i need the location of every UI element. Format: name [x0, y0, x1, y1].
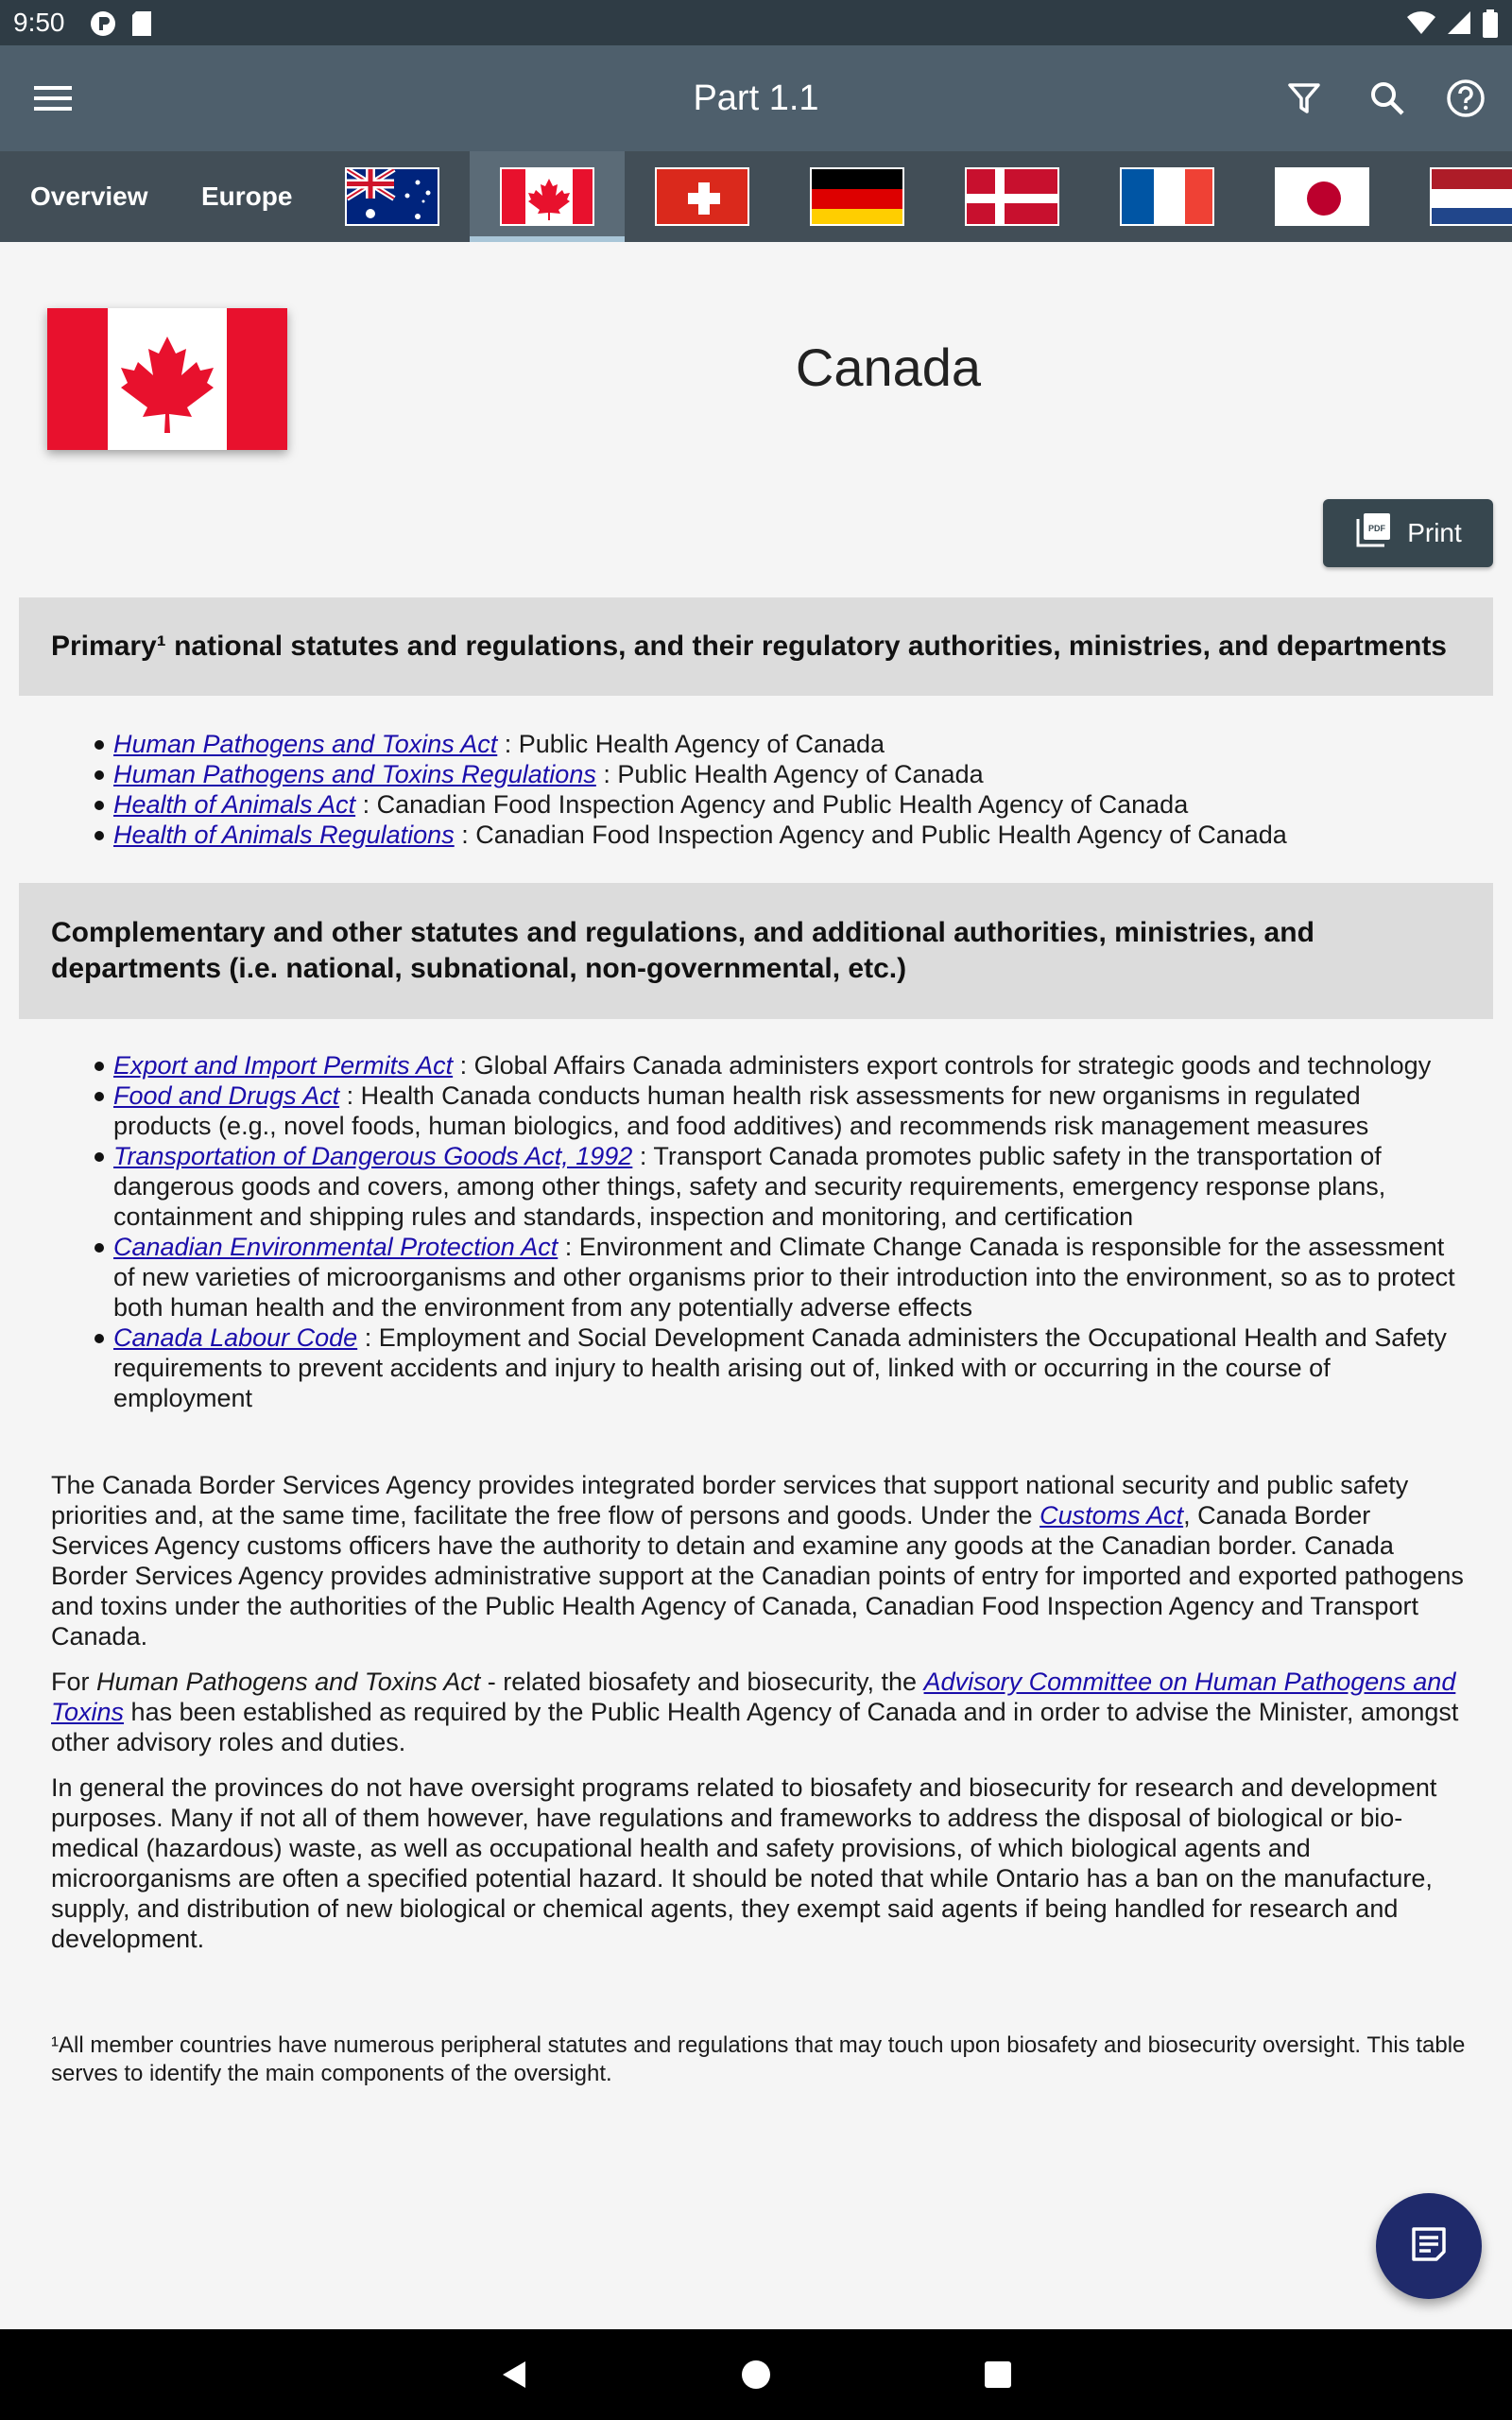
provinces-paragraph: In general the provinces do not have oversight programs related to biosafety and biosecurity for research and development purposes. Many if not all of them however, have regulations and frameworks to address the disposal of biological or bio-medical (hazardous) waste, as well as occupational health and safety provisions, of which biological agents and microorganisms are often a specified potential hazard. It should be noted that while Ontario has a ban on the manufacture, supply, and distribution of new biological or chemical agents, they exempt said agents if being handled for research and development.: [51, 1773, 1437, 1953]
japan-flag-icon: [1275, 167, 1369, 226]
notes-fab-button[interactable]: [1376, 2193, 1482, 2299]
page-title: Part 1.1: [693, 78, 819, 118]
statute-link[interactable]: Health of Animals Act: [113, 790, 356, 819]
authority-text: : Canadian Food Inspection Agency and Public Health Agency of Canada: [454, 821, 1287, 849]
statute-link[interactable]: Human Pathogens and Toxins Regulations: [113, 760, 596, 788]
authority-text: : Global Affairs Canada administers export controls for strategic goods and technology: [453, 1051, 1432, 1080]
list-item: [113, 1050, 1465, 1080]
search-icon[interactable]: [1363, 74, 1412, 123]
authority-text: : Employment and Social Development Canada administers the Occupational Health and Safety requirements to prevent accidents and injury to health arising out of, linked with or occurring in the course of employment: [113, 1323, 1447, 1412]
list-item: [113, 729, 1465, 759]
statute-link[interactable]: Export and Import Permits Act: [113, 1051, 454, 1080]
germany-flag-icon: [810, 167, 904, 226]
help-icon[interactable]: [1441, 74, 1490, 123]
customs-act-link[interactable]: Customs Act: [1040, 1501, 1184, 1530]
authority-text: : Environment and Climate Change Canada is responsible for the assessment of new varieties of microorganisms and other organisms prior to their introduction into the environment, so as to protect both human health and the environment from any potentially adverse effects: [113, 1233, 1455, 1322]
app-bar: [0, 45, 1512, 151]
netherlands-flag-icon: [1430, 167, 1512, 226]
status-bar: [0, 0, 1512, 45]
paragraph-text: The Canada Border Services Agency provides integrated border services that support national security and public safety priorities and, at the same time, facilitate the free flow of persons and goods. Under the: [51, 1471, 1409, 1530]
australia-flag-icon: [345, 167, 439, 226]
paragraph-text: For: [51, 1668, 97, 1696]
filter-icon[interactable]: [1280, 74, 1329, 123]
statute-link[interactable]: Canada Labour Code: [113, 1323, 358, 1352]
denmark-flag-icon: [965, 167, 1059, 226]
advisory-committee-paragraph: [51, 1667, 1469, 1757]
battery-icon: [1482, 9, 1499, 43]
content-area[interactable]: [0, 242, 1512, 2329]
sd-card-icon: [130, 9, 153, 43]
france-flag-icon: [1120, 167, 1214, 226]
authority-text: : Public Health Agency of Canada: [497, 730, 885, 758]
statute-link[interactable]: Transportation of Dangerous Goods Act, 1992: [113, 1142, 633, 1170]
print-button-label: Print: [1407, 518, 1462, 547]
tab-netherlands[interactable]: [1400, 151, 1512, 242]
back-icon[interactable]: [491, 2352, 537, 2397]
paragraph-text: - related biosafety and biosecurity, the: [480, 1668, 924, 1696]
list-item: [113, 1141, 1465, 1232]
signal-icon: [1446, 9, 1472, 43]
tab-overview[interactable]: Overview: [30, 182, 148, 211]
svg-text:PDF: PDF: [1368, 523, 1386, 533]
authority-text: : Transport Canada promotes public safety in the transportation of dangerous goods and covers, among other things, safety and security requirements, emergency response plans, containment and shipping rules and standards, inspection and monitoring, and certification: [113, 1142, 1386, 1231]
paragraph-text: has been established as required by the Public Health Agency of Canada and in order to advise the Minister, amongst other advisory roles and duties.: [51, 1698, 1459, 1756]
home-icon[interactable]: [733, 2352, 779, 2397]
status-left-icons: [89, 9, 153, 43]
list-item: [113, 820, 1465, 850]
statute-link[interactable]: Canadian Environmental Protection Act: [113, 1233, 558, 1261]
border-services-paragraph: [51, 1470, 1469, 1651]
status-right-icons: [1406, 9, 1499, 43]
authority-text: : Public Health Agency of Canada: [595, 760, 984, 788]
tab-switzerland[interactable]: [625, 151, 780, 242]
tab-japan[interactable]: [1245, 151, 1400, 242]
primary-section-header: [19, 597, 1493, 696]
list-item: [113, 1080, 1465, 1141]
footnote: ¹All member countries have numerous peripheral statutes and regulations that may touch upon biosafety and biosecurity oversight. This table serves to identify the main components of the oversight.: [51, 2032, 1466, 2086]
canada-flag-image: [47, 308, 287, 450]
tab-europe[interactable]: Europe: [201, 182, 293, 211]
pdf-icon: [1354, 511, 1392, 556]
country-tab-strip: [0, 151, 1512, 242]
status-time: 9:50: [13, 8, 65, 37]
advisory-committee-link[interactable]: Advisory Committee on Human Pathogens and Toxins: [51, 1668, 1456, 1726]
act-name-italic: Human Pathogens and Toxins Act: [96, 1668, 481, 1696]
list-item: [113, 1322, 1465, 1413]
recents-icon[interactable]: [975, 2352, 1021, 2397]
print-button[interactable]: [1323, 499, 1493, 567]
tab-canada[interactable]: [470, 151, 625, 242]
authority-text: : Canadian Food Inspection Agency and Public Health Agency of Canada: [355, 790, 1189, 819]
paragraph-text: , Canada Border Services Agency customs officers have the authority to detain and examine any goods at the Canadian border. Canada Border Services Agency provides administrative support at the Canadian points of entry for imported and exported pathogens and toxins under the authorities of the Public Health Agency of Canada, Canadian Food Inspection Agency and Transport Canada.: [51, 1501, 1464, 1651]
list-item: [113, 789, 1465, 820]
statute-link[interactable]: Human Pathogens and Toxins Act: [113, 730, 498, 758]
tab-denmark[interactable]: [935, 151, 1090, 242]
system-nav-bar: [0, 2329, 1512, 2420]
primary-section-title: Primary¹ national statutes and regulations, and their regulatory authorities, ministries, and departments: [51, 631, 1447, 662]
complementary-section-header: [19, 883, 1493, 1019]
p-icon: [89, 9, 117, 43]
statute-link[interactable]: Food and Drugs Act: [113, 1081, 340, 1110]
list-item: [113, 1232, 1465, 1322]
list-item: [113, 759, 1465, 789]
statute-link[interactable]: Health of Animals Regulations: [113, 821, 455, 849]
canada-flag-icon: [500, 167, 594, 226]
country-title: Canada: [795, 337, 982, 397]
tab-germany[interactable]: [780, 151, 935, 242]
hamburger-menu-icon[interactable]: [28, 74, 77, 123]
primary-list: [113, 729, 1465, 850]
tab-france[interactable]: [1090, 151, 1245, 242]
notes-icon: [1408, 2223, 1450, 2270]
complementary-section-title: Complementary and other statutes and regulations, and additional authorities, ministries, and departments (i.e. national, subnational, non-governmental, etc.): [51, 917, 1314, 984]
authority-text: : Health Canada conducts human health risk assessments for new organisms in regulated products (e.g., novel foods, human biologics, and food additives) and recommends risk management measures: [113, 1081, 1369, 1140]
tab-australia[interactable]: [315, 151, 470, 242]
switzerland-flag-icon: [655, 167, 749, 226]
complementary-list: [113, 1050, 1465, 1413]
wifi-icon: [1406, 9, 1436, 43]
